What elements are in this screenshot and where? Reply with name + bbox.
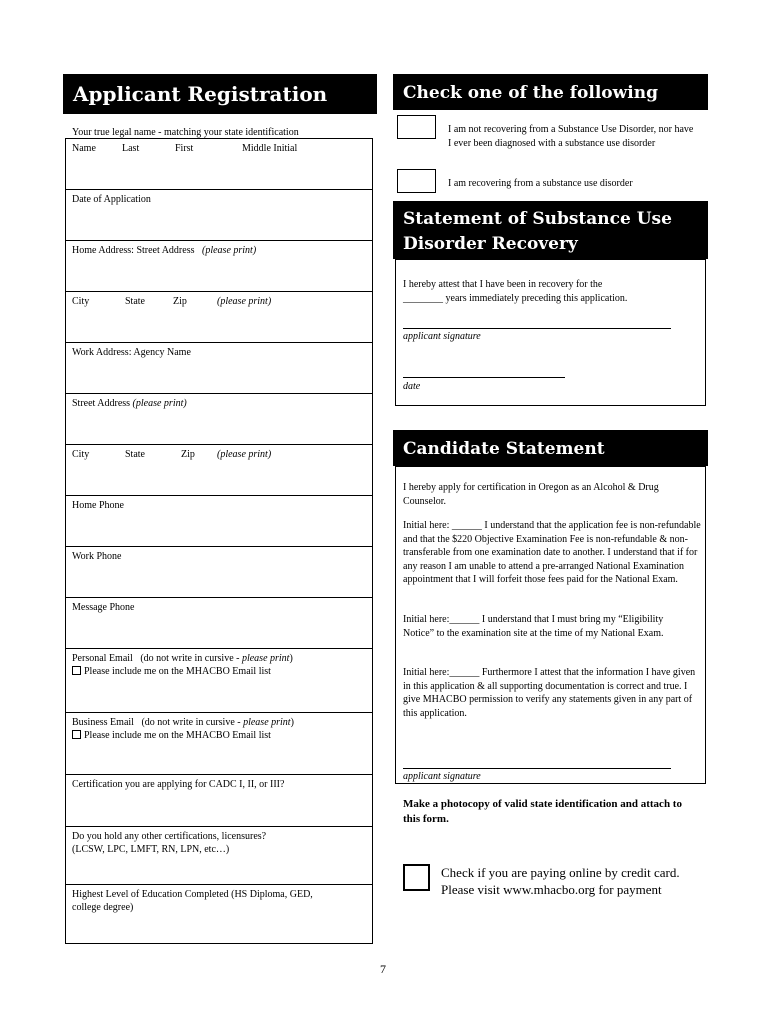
applicant-registration-title: Applicant Registration [73,82,328,106]
name-label: Name [72,143,96,154]
home-address-label: Home Address: Street Address [72,245,195,256]
please-print-text: please print [241,653,290,664]
please-print-text: please print [243,717,291,728]
business-email-label: Business Email [72,717,134,728]
education-field[interactable] [66,885,372,943]
registration-form-box [65,138,373,944]
recovery-statement-header [393,201,708,259]
please-print-note: (please print) [202,245,257,256]
photocopy-note: Make a photocopy of valid state identification and attach to this form. [403,798,682,825]
close-paren: ) [290,717,294,728]
pay-online-text [441,864,680,898]
work-phone-field[interactable] [66,547,372,598]
candidate-statement-title: Candidate Statement [403,439,605,459]
check-one-title: Check one of the following [403,83,658,103]
personal-email-list-checkbox[interactable] [72,666,81,675]
applicant-registration-header [63,74,377,114]
include-email-label: Please include me on the MHACBO Email list [84,665,271,677]
pay-online-line-1: Check if you are paying online by credit card. [441,865,680,880]
date-of-application-field[interactable] [66,190,372,241]
home-phone-field[interactable] [66,496,372,547]
initial-eligibility-statement[interactable]: Initial here:______ I understand that I must bring my “Eligibility Notice” to the examination site at the time of my National Exam. [403,614,664,639]
candidate-intro: I hereby apply for certification in Oregon as an Alcohol & Drug Counselor. [403,482,659,507]
message-phone-label: Message Phone [72,602,135,613]
pay-online-checkbox[interactable] [403,864,430,891]
city-label: City [72,449,90,460]
legal-name-intro: Your true legal name - matching your state identification [72,127,299,138]
zip-label: Zip [173,296,187,307]
home-address-field[interactable] [66,241,372,292]
cursive-note: (do not write in cursive - [140,653,240,664]
initial-attestation-statement[interactable]: Initial here:______ Furthermore I attest that the information I have given in this application & all supporting documentation is correct and true. I give MHACBO permission to verify any statements given in any part of this application. [403,667,696,719]
recovery-text-1: I hereby attest that I have been in recovery for the [403,279,603,290]
recovery-signature-line[interactable] [403,328,671,329]
recovery-statement-box [395,259,706,406]
other-certifications-field[interactable] [66,827,372,885]
please-print-note: (please print) [132,398,187,409]
other-certifications-examples: (LCSW, LPC, LMFT, RN, LPN, etc…) [72,843,230,855]
work-address-field[interactable] [66,343,372,394]
recovery-years-field[interactable]: ________ years immediately preceding this application. [403,293,628,304]
work-city-state-zip-field[interactable] [66,445,372,496]
recovering-checkbox[interactable] [397,169,436,193]
check-one-header [393,74,708,110]
cursive-note: (do not write in cursive - [141,717,241,728]
work-address-label: Work Address: Agency Name [72,347,191,358]
personal-email-field[interactable] [66,649,372,713]
recovery-statement-title: Statement of Substance Use Disorder Recovery [403,209,672,254]
recovery-date-line[interactable] [403,377,565,378]
home-phone-label: Home Phone [72,500,124,511]
certification-label: Certification you are applying for CADC I, II, or III? [72,779,285,790]
recovering-label: I am recovering from a substance use disorder [448,178,633,189]
certification-field[interactable] [66,775,372,827]
zip-label: Zip [181,449,195,460]
name-field[interactable] [66,139,372,190]
home-city-state-zip-field[interactable] [66,292,372,343]
pay-online-line-2: Please visit www.mhacbo.org for payment [441,882,662,897]
state-label: State [125,449,145,460]
last-label: Last [122,143,140,154]
close-paren: ) [289,653,293,664]
middle-initial-label: Middle Initial [242,143,298,154]
personal-email-label: Personal Email [72,653,133,664]
city-label: City [72,296,90,307]
business-email-list-checkbox[interactable] [72,730,81,739]
applicant-signature-label: applicant signature [403,331,481,342]
page-number: 7 [380,962,386,976]
candidate-statement-box [395,466,706,784]
include-email-label: Please include me on the MHACBO Email list [84,729,271,741]
message-phone-field[interactable] [66,598,372,649]
not-recovering-label: I am not recovering from a Substance Use Disorder, nor have I ever been diagnosed with a substance use disorder [448,124,694,149]
work-street-address-field[interactable] [66,394,372,445]
candidate-signature-line[interactable] [403,768,671,769]
education-label: Highest Level of Education Completed (HS Diploma, GED, college degree) [72,889,313,913]
initial-fee-statement[interactable]: Initial here: ______ I understand that the application fee is non-refundable and that the $220 Objective Examination Fee is non-refundable & non-transferable from one examination date to another. I understand that if for any reason I am unable to attend a pre-arranged National Examination appointment that I will forfeit those fees paid for the National Exam. [403,520,701,585]
not-recovering-checkbox[interactable] [397,115,436,139]
state-label: State [125,296,145,307]
work-phone-label: Work Phone [72,551,122,562]
street-address-label: Street Address [72,398,131,409]
business-email-field[interactable] [66,713,372,775]
other-certifications-label: Do you hold any other certifications, licensures? [72,831,267,842]
please-print-note: (please print) [217,449,272,460]
date-of-application-label: Date of Application [72,194,151,205]
applicant-signature-label: applicant signature [403,771,481,782]
date-label: date [403,381,421,392]
first-label: First [175,143,194,154]
please-print-note: (please print) [217,296,272,307]
candidate-statement-header [393,430,708,466]
